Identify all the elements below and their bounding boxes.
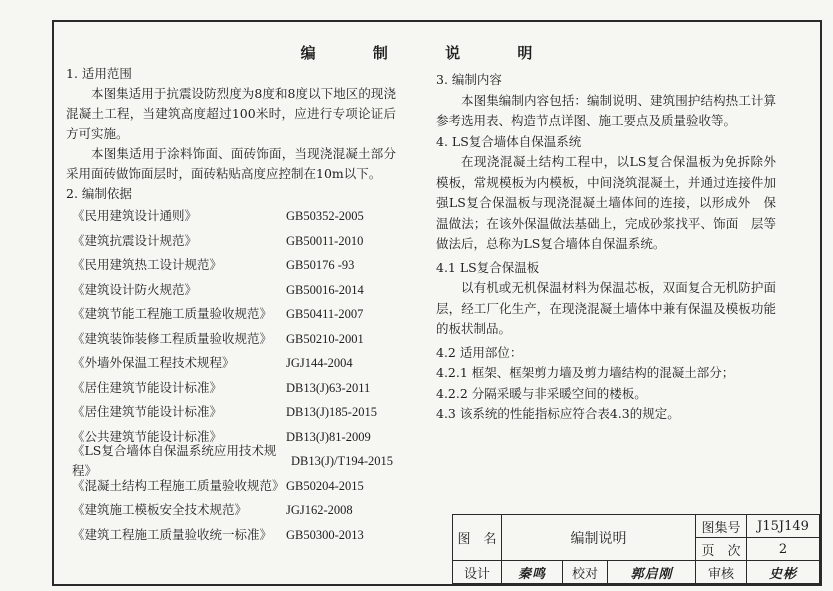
standard-name: 《建筑节能工程施工质量验收规范》 [72, 306, 273, 322]
standard-code: GB50210-2001 [286, 331, 364, 346]
standard-row [66, 253, 396, 278]
label-drawing-name: 图 名 [453, 515, 502, 561]
standard-code: GB50176 -93 [286, 258, 355, 273]
page-number: 2 [747, 538, 820, 561]
section-1-paragraph-1: 本图集适用于抗震设防烈度为8度和8度以下地区的现浇混凝土工程，当建筑高度超过100米时，应进行专项论证后方可实施。 [66, 86, 396, 141]
label-designer: 设计 [453, 561, 502, 584]
reviewer-signature: 史彬 [747, 561, 820, 584]
standard-code: DB13(J)81-2009 [286, 429, 371, 444]
standard-name: 《公共建筑节能设计标准》 [72, 428, 223, 444]
standard-code: GB50016-2014 [286, 282, 364, 297]
standard-name: 《建筑设计防火规范》 [72, 281, 198, 297]
section-4-2-1: 4.2.1 框架、框架剪力墙及剪力墙结构的混凝土部分； [436, 365, 735, 380]
standard-code: JGJ162-2008 [286, 503, 353, 518]
section-3-heading: 3. 编制内容 [436, 72, 502, 87]
section-4-heading: 4. LS复合墙体自保温系统 [436, 133, 582, 149]
standard-row [66, 204, 396, 229]
standard-name: 《LS复合墙体自保温系统应用技术规程》 [72, 443, 277, 479]
standard-code: DB13(J)/T194-2015 [290, 454, 394, 469]
standard-row [66, 351, 396, 376]
standard-name: 《民用建筑热工设计规范》 [72, 257, 223, 273]
standard-row [66, 474, 396, 499]
standard-code: GB50411-2007 [286, 307, 364, 322]
standard-row [66, 278, 396, 303]
standard-name: 《建筑施工模板安全技术规范》 [72, 502, 248, 518]
section-4-1-paragraph: 以有机或无机保温材料为保温芯板，双面复合无机防护面层，经工厂化生产，在现浇混凝土墙体中兼有保温及模板功能的板状制品。 [436, 280, 776, 336]
section-4-3: 4.3 该系统的性能指标应符合表4.3的规定。 [436, 406, 680, 421]
standard-row [66, 302, 396, 327]
page-title: 编 制 说 明 [300, 44, 559, 62]
standard-code: DB13(J)63-2011 [286, 380, 371, 395]
standard-code: GB50204-2015 [286, 478, 364, 493]
standard-code: DB13(J)185-2015 [286, 405, 377, 420]
standard-name: 《混凝土结构工程施工质量验收规范》 [72, 477, 285, 493]
section-3-paragraph: 本图集编制内容包括：编制说明、建筑围护结构热工计算参考选用表、构造节点详图、施工要点及质量验收等。 [436, 92, 776, 128]
atlas-number: J15J149 [747, 515, 820, 538]
section-4-2-2: 4.2.2 分隔采暖与非采暖空间的楼板。 [436, 385, 647, 401]
title-block [452, 514, 820, 584]
standard-name: 《居住建筑节能设计标准》 [72, 379, 223, 395]
checker-signature: 郭启刚 [608, 561, 696, 584]
section-4-paragraph: 在现浇混凝土结构工程中，以LS复合保温板为免拆除外模板，常规模板为内模板，中间浇筑混凝土，并通过连接件加强LS复合保温板与现浇混凝土墙体间的连接，以形成外 保温做法；在该外保温做法基础上，完成砂浆找平、饰面 层等做法后，总称为LS复合墙体自保温系统。 [436, 154, 776, 251]
label-page: 页 次 [696, 538, 747, 561]
standard-name: 《民用建筑设计通则》 [72, 208, 198, 224]
drawing-name: 编制说明 [502, 515, 696, 561]
section-2-heading: 2. 编制依据 [66, 186, 132, 201]
standard-row [66, 443, 396, 479]
right-column [436, 70, 776, 425]
standard-name: 《居住建筑节能设计标准》 [72, 404, 223, 420]
standards-list [66, 204, 396, 547]
standard-row [66, 523, 396, 548]
label-atlas-number: 图集号 [696, 515, 747, 538]
standard-row [66, 498, 396, 523]
section-4-2-heading: 4.2 适用部位： [436, 344, 523, 360]
left-column [66, 64, 396, 547]
standard-row [66, 376, 396, 401]
standard-name: 《外墙外保温工程技术规程》 [72, 355, 235, 371]
standard-row [66, 229, 396, 254]
section-1-paragraph-2: 本图集适用于涂料饰面、面砖饰面，当现浇混凝土部分采用面砖做饰面层时，面砖粘贴高度应控制在10m以下。 [66, 146, 396, 181]
standard-code: GB50011-2010 [286, 233, 364, 248]
standard-row [66, 400, 396, 425]
section-1-heading: 1. 适用范围 [66, 66, 132, 81]
standard-name: 《建筑抗震设计规范》 [72, 232, 198, 248]
standard-name: 《建筑装饰装修工程质量验收规范》 [72, 330, 273, 346]
standard-row [66, 327, 396, 352]
designer-signature: 秦鸣 [502, 561, 563, 584]
standard-code: GB50352-2005 [286, 209, 364, 224]
label-checker: 校对 [563, 561, 608, 584]
standard-code: JGJ144-2004 [286, 356, 353, 371]
standard-name: 《建筑工程施工质量验收统一标准》 [72, 526, 273, 542]
label-reviewer: 审核 [696, 561, 747, 584]
section-4-1-heading: 4.1 LS复合保温板 [436, 259, 540, 275]
standard-code: GB50300-2013 [286, 527, 364, 542]
